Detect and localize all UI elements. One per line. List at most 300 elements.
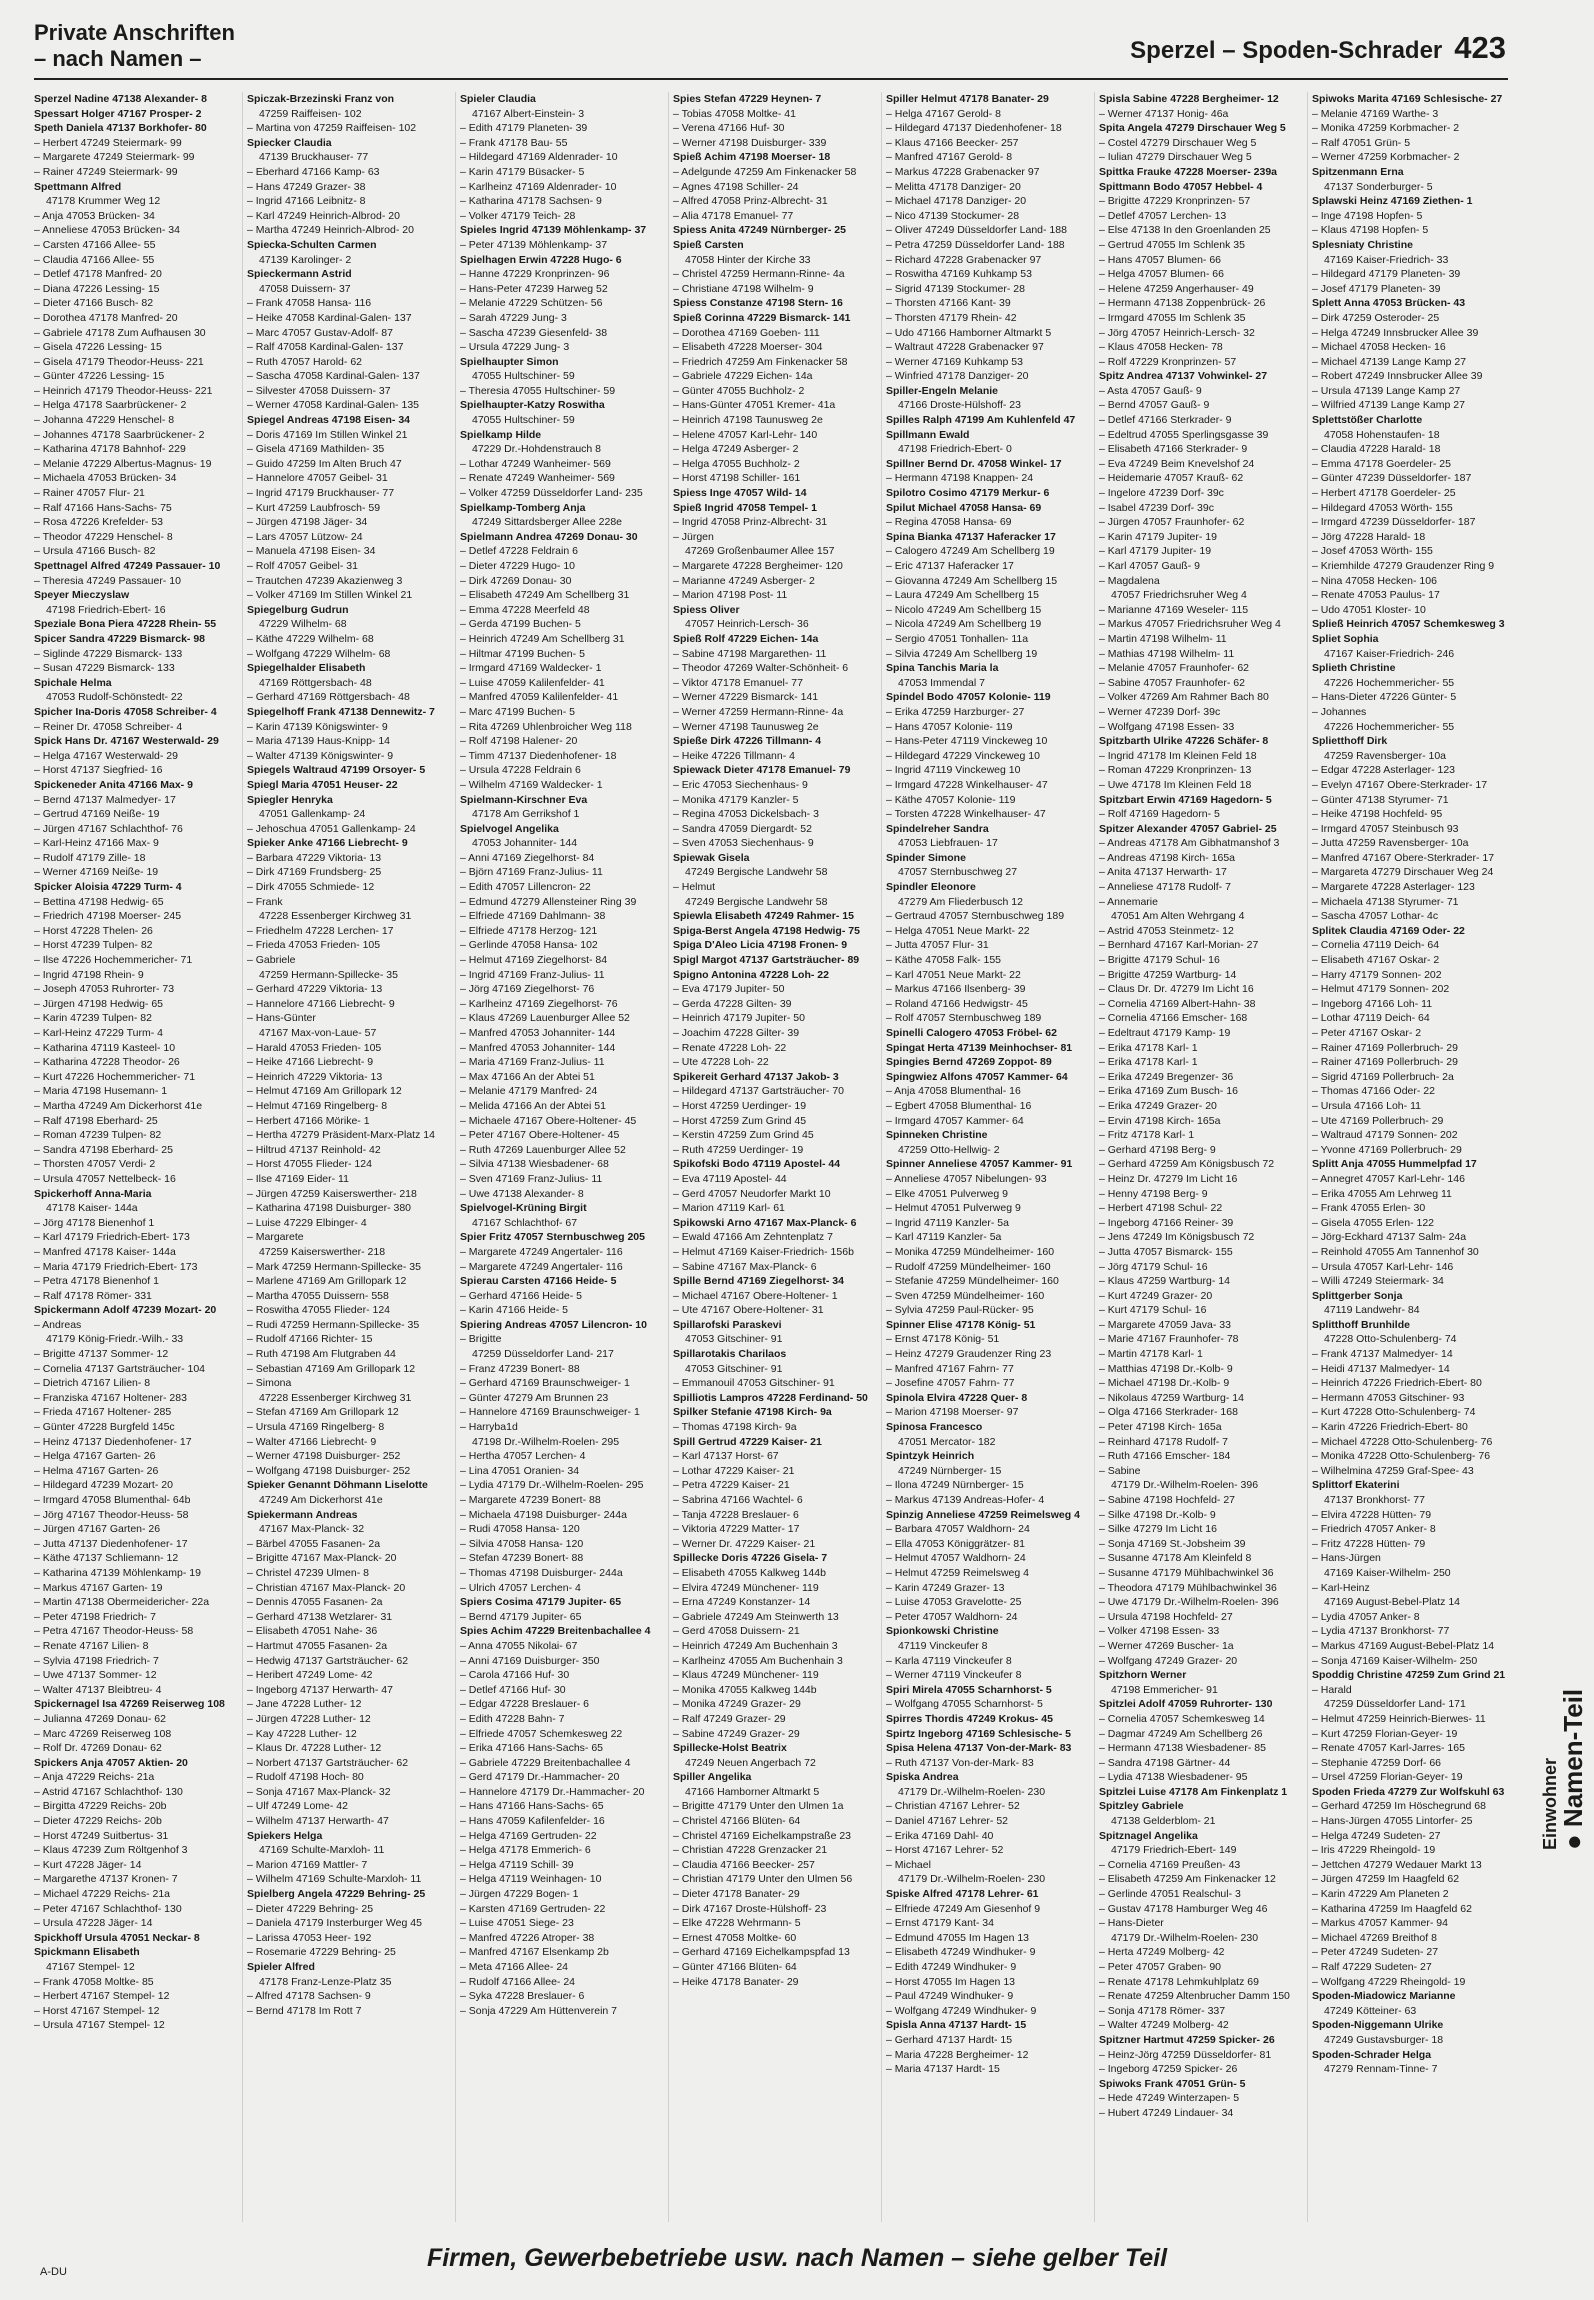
directory-entry: – Jörg 47179 Schul- 16	[1099, 1260, 1208, 1273]
directory-entry: Spindel Bodo 47057 Kolonie- 119	[886, 691, 1051, 704]
directory-entry: – Ruth 47269 Lauenburger Allee 52	[460, 1143, 626, 1156]
directory-entry: – Peter 47057 Waldhorn- 24	[886, 1610, 1018, 1623]
directory-entry: – Lydia 47137 Bronkhorst- 77	[1312, 1625, 1450, 1638]
directory-entry: – Jörg 47057 Heinrich-Lersch- 32	[1099, 326, 1255, 339]
directory-entry: – Margarete 47249 Angertaler- 116	[460, 1260, 623, 1273]
directory-entry: 47226 Hochemmericher- 55	[1324, 676, 1455, 689]
directory-entry: – Helmut 47051 Pulverweg 9	[886, 1202, 1021, 1215]
directory-entry: 47179 Dr.-Wilhelm-Roelen- 396	[1111, 1479, 1259, 1492]
directory-entry: – Christel 47169 Eichelkampstraße 23	[673, 1829, 852, 1842]
directory-entry: – Trautchen 47239 Akazienweg 3	[247, 574, 403, 587]
directory-entry: Splitthoff Brunhilde	[1312, 1318, 1410, 1331]
directory-entry: – Stefan 47239 Bonert- 88	[460, 1552, 584, 1565]
directory-entry: – Horst 47055 Im Hagen 13	[886, 1975, 1015, 1988]
directory-entry: – Hans-Jürgen 47055 Lintorfer- 25	[1312, 1815, 1473, 1828]
directory-entry: Spick Hans Dr. 47167 Westerwald- 29	[34, 735, 219, 748]
directory-entry: Spillner Bernd Dr. 47058 Winkel- 17	[886, 457, 1062, 470]
directory-entry: – Petra 47167 Theodor-Heuss- 58	[34, 1625, 194, 1638]
directory-entry: 47249 Neuen Angerbach 72	[685, 1756, 816, 1769]
directory-entry: 47169 Schulte-Marxloh- 11	[259, 1844, 385, 1857]
directory-entry: Spiewack Dieter 47178 Emanuel- 79	[673, 764, 851, 777]
directory-entry: – Martha 47249 Am Dickerhorst 41e	[34, 1099, 203, 1112]
directory-entry: – Gertrud 47055 Im Schlenk 35	[1099, 238, 1245, 251]
directory-entry: – Melanie 47169 Warthe- 3	[1312, 107, 1439, 120]
directory-entry: – Günter 47226 Lessing- 15	[34, 370, 165, 383]
directory-entry: – Heinz 47279 Graudenzer Ring 23	[886, 1348, 1052, 1361]
directory-entry: – Klaus 47259 Wartburg- 14	[1099, 1275, 1230, 1288]
directory-entry: 47053 Immendal 7	[898, 676, 985, 689]
directory-entry: – Sonja 47229 Am Hüttenverein 7	[460, 2004, 618, 2017]
directory-entry: – Jürgen 47198 Jäger- 34	[247, 516, 368, 529]
directory-entry: – Sandra 47198 Eberhard- 25	[34, 1143, 173, 1156]
directory-entry: – Ralf 47249 Grazer- 29	[673, 1712, 786, 1725]
directory-entry: – Klaus 47269 Lauenburger Allee 52	[460, 1012, 630, 1025]
directory-entry: – Ingeborg 47166 Reiner- 39	[1099, 1216, 1234, 1229]
directory-entry: – Klaus 47166 Beecker- 257	[886, 136, 1019, 149]
directory-entry: Spielkamp-Tomberg Anja	[460, 501, 586, 514]
directory-entry: – Matthias 47198 Dr.-Kolb- 9	[1099, 1362, 1233, 1375]
directory-entry: – Anja 47053 Brücken- 34	[34, 209, 155, 222]
directory-entry: – Martin 47138 Obermeidericher- 22a	[34, 1596, 210, 1609]
directory-entry: – Helmut 47169 Kaiser-Friedrich- 156b	[673, 1245, 854, 1258]
directory-entry: – Hans-Günter 47051 Kremer- 41a	[673, 399, 836, 412]
directory-entry: – Helmut 47179 Sonnen- 202	[1312, 983, 1450, 996]
directory-entry: Spiri Mirela 47055 Scharnhorst- 5	[886, 1683, 1052, 1696]
directory-entry: – Dirk 47259 Osteroder- 25	[1312, 311, 1440, 324]
directory-entry: – Elisabeth 47051 Nahe- 36	[247, 1625, 378, 1638]
directory-entry: – Peter 47198 Kirch- 165a	[1099, 1421, 1222, 1434]
directory-entry: – Bernd 47137 Malmedyer- 17	[34, 793, 176, 806]
directory-entry: 47179 Dr.-Wilhelm-Roelen- 230	[898, 1873, 1046, 1886]
directory-entry: – Sergio 47051 Tonhallen- 11a	[886, 632, 1029, 645]
directory-entry: Splettstößer Charlotte	[1312, 414, 1423, 427]
directory-entry: – Ruth 47166 Emscher- 184	[1099, 1450, 1231, 1463]
directory-entry: – Irmgard 47057 Kammer- 64	[886, 1114, 1024, 1127]
directory-entry: Spiekermann Andreas	[247, 1508, 358, 1521]
directory-entry: Spilker Stefanie 47198 Kirch- 9a	[673, 1406, 832, 1419]
directory-entry: – Norbert 47137 Gartsträucher- 62	[247, 1756, 409, 1769]
directory-entry: 47226 Hochemmericher- 55	[1324, 720, 1455, 733]
directory-entry: – Eberhard 47166 Kamp- 63	[247, 165, 380, 178]
side-tab-label-top: Einwohner	[1540, 1757, 1560, 1850]
directory-entry: – Petra 47229 Kaiser- 21	[673, 1479, 790, 1492]
directory-entry: – Willi 47249 Steiermark- 34	[1312, 1275, 1444, 1288]
directory-entry: – Helene 47057 Karl-Lehr- 140	[673, 428, 818, 441]
directory-entry: Spiske Alfred 47178 Lehrer- 61	[886, 1888, 1039, 1901]
directory-entry: – Käthe 47229 Wilhelm- 68	[247, 632, 374, 645]
directory-entry: – Rolf 47169 Hagedorn- 5	[1099, 808, 1220, 821]
directory-entry: – Michael 47269 Breithof 8	[1312, 1931, 1437, 1944]
directory-entry: – Winfried 47178 Danziger- 20	[886, 370, 1029, 383]
directory-entry: – Helga 47249 Innsbrucker Allee 39	[1312, 326, 1479, 339]
directory-entry: – Helene 47259 Angerhauser- 49	[1099, 282, 1254, 295]
directory-entry: – Klaus 47239 Zum Röltgenhof 3	[34, 1844, 188, 1857]
directory-entry: – Jutta 47137 Diedenhofener- 17	[34, 1537, 188, 1550]
directory-entry: Spiegels Waltraud 47199 Orsoyer- 5	[247, 764, 426, 777]
directory-entry: – Doris 47169 Im Stillen Winkel 21	[247, 428, 408, 441]
directory-entry: – Klaus 47058 Hecken- 78	[1099, 341, 1223, 354]
directory-entry: – Roland 47166 Hedwigstr- 45	[886, 997, 1028, 1010]
directory-entry: – Alfred 47058 Prinz-Albrecht- 31	[673, 195, 828, 208]
directory-entry: – Nico 47139 Stockumer- 28	[886, 209, 1020, 222]
directory-entry: Splieth Christine	[1312, 662, 1396, 675]
directory-entry: – Helmut 47169 Ringelberg- 8	[247, 1099, 388, 1112]
directory-entry: Spitzlei Adolf 47059 Ruhrorter- 130	[1099, 1698, 1273, 1711]
directory-entry: 47119 Landwehr- 84	[1324, 1304, 1420, 1317]
directory-entry: Spiers Cosima 47179 Jupiter- 65	[460, 1596, 622, 1609]
directory-entry: – Heribert 47249 Lome- 42	[247, 1669, 373, 1682]
directory-entry: – Mark 47259 Hermann-Spillecke- 35	[247, 1260, 421, 1273]
directory-entry: – Sonja 47169 Kaiser-Wilhelm- 250	[1312, 1654, 1478, 1667]
directory-entry: 47228 Otto-Schulenberg- 74	[1324, 1333, 1457, 1346]
directory-entry: – Irmgard 47239 Düsseldorfer- 187	[1312, 516, 1476, 529]
directory-entry: Spiess Inge 47057 Wild- 14	[673, 487, 807, 500]
directory-entry: – Michael 47198 Dr.-Kolb- 9	[1099, 1377, 1230, 1390]
directory-entry: – Sascha 47058 Kardinal-Galen- 137	[247, 370, 420, 383]
directory-entry: – Wilfried 47139 Lange Kamp 27	[1312, 399, 1465, 412]
directory-entry: – Volker 47179 Teich- 28	[460, 209, 576, 222]
directory-entry: Spicker Aloisia 47229 Turm- 4	[34, 881, 182, 894]
directory-entry: – Werner 47198 Duisburger- 252	[247, 1450, 401, 1463]
directory-entry: – Uwe 47178 Im Kleinen Feld 18	[1099, 778, 1252, 791]
directory-entry: – Sandra 47198 Gärtner- 44	[1099, 1756, 1231, 1769]
directory-entry: 47229 Dr.-Hohdenstrauch 8	[472, 443, 601, 456]
directory-entry: – Karl 47137 Horst- 67	[673, 1450, 779, 1463]
directory-entry: – Cornelia 47057 Schemkesweg 14	[1099, 1712, 1265, 1725]
directory-entry: – Erika 47169 Dahl- 40	[886, 1829, 994, 1842]
directory-entry: – Marion 47169 Mattler- 7	[247, 1858, 368, 1871]
directory-entry: – Dieter 47229 Hugo- 10	[460, 560, 575, 572]
directory-entry: – Tanja 47228 Breslauer- 6	[673, 1508, 799, 1521]
directory-entry: – Klaus 47249 Münchener- 119	[673, 1669, 819, 1682]
directory-entry: – Volker 47169 Im Stillen Winkel 21	[247, 589, 413, 602]
directory-entry: – Josef 47179 Planeten- 39	[1312, 282, 1441, 295]
directory-entry: – Kurt 47228 Jäger- 14	[34, 1858, 142, 1871]
directory-entry: – Elisabeth 47249 Am Schellberg 31	[460, 589, 630, 602]
directory-entry: – Wilhelmina 47259 Graf-Spee- 43	[1312, 1464, 1474, 1477]
directory-entry: Spiwoks Marita 47169 Schlesische- 27	[1312, 93, 1503, 105]
directory-entry: 47198 Dr.-Wilhelm-Roelen- 295	[472, 1435, 620, 1448]
directory-entry: – Heinrich 47179 Theodor-Heuss- 221	[34, 384, 213, 397]
directory-entry: – Ruth 47259 Uerdinger- 19	[673, 1143, 804, 1156]
directory-entry: Spoddig Christine 47259 Zum Grind 21	[1312, 1669, 1506, 1682]
directory-entry: – Volker 47198 Essen- 33	[1099, 1625, 1220, 1638]
directory-entry: – Hannelore 47057 Geibel- 31	[247, 472, 388, 485]
directory-entry: – Ingrid 47198 Rhein- 9	[34, 968, 144, 981]
directory-entry: – Jehoschua 47051 Gallenkamp- 24	[247, 822, 416, 835]
directory-entry: 47051 Gallenkamp- 24	[259, 808, 366, 821]
directory-entry: – Yvonne 47169 Pollerbruch- 29	[1312, 1143, 1462, 1156]
directory-entry: – Helmut 47259 Reimelsweg 4	[886, 1566, 1029, 1579]
directory-entry: Spigno Antonina 47228 Loh- 22	[673, 968, 829, 981]
directory-entry: – Carola 47166 Huf- 30	[460, 1669, 570, 1682]
directory-entry: 47057 Heinrich-Lersch- 36	[685, 618, 809, 631]
directory-entry: – Sven 47053 Siechenhaus- 9	[673, 837, 814, 850]
directory-entry: – Werner 47169 Neiße- 19	[34, 866, 159, 879]
directory-entry: 47259 Hermann-Spillecke- 35	[259, 968, 398, 981]
directory-entry: – Magdalena	[1099, 574, 1160, 587]
directory-entry: – Silvia 47138 Wiesbadener- 68	[460, 1158, 609, 1171]
directory-entry: – Wolfgang 47055 Scharnhorst- 5	[886, 1698, 1043, 1711]
directory-entry: – Luise 47051 Siege- 23	[460, 1917, 574, 1930]
directory-entry: – Peter 47198 Friedrich- 7	[34, 1610, 156, 1623]
directory-entry: – Rudolf 47259 Mündelheimer- 160	[886, 1260, 1051, 1273]
directory-entry: – Emma 47228 Meerfeld 48	[460, 603, 590, 616]
directory-entry: – Kurt 47249 Grazer- 20	[1099, 1289, 1213, 1302]
page-title-block	[34, 20, 235, 72]
directory-entry: – Katharina 47259 Im Haagfeld 62	[1312, 1902, 1472, 1915]
side-tab-label-main: ● Namen-Teil	[1558, 1688, 1588, 1850]
directory-entry: – Michael 47178 Danziger- 20	[886, 195, 1027, 208]
directory-entry: – Edeltraut 47179 Kamp- 19	[1099, 1027, 1231, 1039]
directory-entry: – Roswitha 47055 Flieder- 124	[247, 1304, 391, 1317]
directory-entry: – Hanne 47229 Kronprinzen- 96	[460, 268, 610, 281]
directory-entry: Spicher Ina-Doris 47058 Schreiber- 4	[34, 705, 217, 718]
directory-entry: – Friedrich 47198 Moerser- 245	[34, 910, 182, 923]
directory-entry: – Gerhard 47259 Am Königsbusch 72	[1099, 1158, 1275, 1171]
directory-entry: – Katharina 47119 Kasteel- 10	[34, 1041, 176, 1054]
directory-entry: 47055 Hultschiner- 59	[472, 370, 575, 383]
directory-entry: Spließ Heinrich 47057 Schemkesweg 3	[1312, 618, 1505, 631]
directory-entry: Spoden Frieda 47279 Zur Wolfskuhl 63	[1312, 1785, 1505, 1798]
directory-entry: – Manfred 47178 Kaiser- 144a	[34, 1245, 176, 1258]
directory-entry: – Hildegard 47229 Vinckeweg 10	[886, 749, 1040, 762]
directory-entry: – Jutta 47259 Ravensberger- 10a	[1312, 837, 1469, 850]
directory-entry: – Brigitte 47229 Kronprinzen- 57	[1099, 195, 1251, 208]
directory-entry: – Rainer 47249 Steiermark- 99	[34, 165, 178, 178]
directory-entry: – Erika 47055 Am Lehrweg 11	[1312, 1187, 1452, 1200]
directory-entry: – Jürgen 47229 Bogen- 1	[460, 1888, 579, 1901]
directory-entry: – Ruth 47057 Harold- 62	[247, 355, 362, 368]
directory-entry: – Herbert 47198 Schul- 22	[1099, 1202, 1223, 1215]
directory-entry: Spiewla Elisabeth 47249 Rahmer- 15	[673, 910, 854, 923]
directory-entry: – Diana 47226 Lessing- 15	[34, 282, 160, 295]
directory-entry: Spiller Angelika	[673, 1771, 752, 1784]
directory-entry: – Monika 47259 Mündelheimer- 160	[886, 1245, 1055, 1258]
directory-entry: – Horst 47249 Suitbertus- 31	[34, 1829, 169, 1842]
directory-entry: 47058 Hohenstaufen- 18	[1324, 428, 1440, 441]
directory-entry: – Heidi 47137 Malmedyer- 14	[1312, 1362, 1450, 1375]
directory-entry: 47053 Rudolf-Schönstedt- 22	[46, 691, 183, 704]
directory-columns	[34, 92, 1510, 2222]
directory-entry: – Gertrud 47169 Neiße- 19	[34, 808, 160, 821]
directory-entry: – Christian 47228 Grenzacker 21	[673, 1844, 828, 1857]
directory-entry: – Frank 47055 Erlen- 30	[1312, 1202, 1426, 1215]
directory-entry: 47057 Sternbuschweg 27	[898, 866, 1018, 879]
directory-entry: – Karla 47119 Vinckeufer 8	[886, 1654, 1012, 1667]
directory-entry: – Herbert 47166 Mörike- 1	[247, 1114, 370, 1127]
directory-entry: 47179 Friedrich-Ebert- 149	[1111, 1844, 1237, 1857]
directory-entry: – Heinrich 47229 Viktoria- 13	[247, 1070, 383, 1083]
directory-entry: Spiegelburg Gudrun	[247, 603, 349, 616]
directory-entry: – Claudia 47166 Allee- 55	[34, 253, 155, 266]
directory-entry: 47259 Düsseldorfer Land- 171	[1324, 1698, 1466, 1711]
directory-entry: Splietthoff Dirk	[1312, 735, 1388, 748]
directory-entry: – Karl-Heinz 47229 Turm- 4	[34, 1027, 163, 1039]
directory-entry: – Peter 47057 Graben- 90	[1099, 1961, 1222, 1973]
directory-entry: – Christian 47179 Unter den Ulmen 56	[673, 1873, 853, 1886]
directory-entry: Spirtz Ingeborg 47169 Schlesische- 5	[886, 1727, 1071, 1740]
directory-entry: – Hedwig 47137 Gartsträucher- 62	[247, 1654, 409, 1667]
directory-entry: – Jens 47249 Im Königsbusch 72	[1099, 1231, 1255, 1244]
directory-entry: 47167 Max-Planck- 32	[259, 1523, 365, 1536]
directory-entry: – Dietrich 47167 Lilien- 8	[34, 1377, 151, 1390]
directory-entry: – Rudi 47058 Hansa- 120	[460, 1523, 580, 1536]
directory-entry: – Hertha 47057 Lerchen- 4	[460, 1450, 586, 1463]
directory-entry: – Horst 47055 Flieder- 124	[247, 1158, 372, 1171]
directory-entry: 47055 Hultschiner- 59	[472, 414, 575, 427]
directory-entry: – Gustav 47178 Hamburger Weg 46	[1099, 1902, 1268, 1915]
directory-entry: – Marc 47199 Buchen- 5	[460, 705, 575, 718]
directory-entry: – Evelyn 47167 Obere-Sterkrader- 17	[1312, 778, 1488, 791]
directory-entry: – Elke 47228 Wehrmann- 5	[673, 1917, 801, 1930]
directory-entry: – Hertha 47279 Präsident-Marx-Platz 14	[247, 1129, 435, 1142]
directory-entry: Spitzlei Luise 47178 Am Finkenplatz 1	[1099, 1785, 1288, 1798]
directory-entry: – Ingrid 47058 Prinz-Albrecht- 31	[673, 516, 828, 529]
directory-entry: – Kerstin 47259 Zum Grind 45	[673, 1129, 814, 1142]
directory-entry: – Anja 47229 Reichs- 21a	[34, 1771, 155, 1784]
directory-entry: – Michael 47167 Obere-Holtener- 1	[673, 1289, 838, 1302]
directory-entry: – Melanie 47057 Fraunhofer- 62	[1099, 662, 1250, 675]
directory-entry: – Emma 47178 Goerdeler- 25	[1312, 457, 1451, 470]
directory-entry: Spingat Herta 47139 Meinhochser- 81	[886, 1041, 1073, 1054]
directory-entry: – Gabriele 47229 Eichen- 14a	[673, 370, 813, 383]
directory-entry: – Nina 47058 Hecken- 106	[1312, 574, 1437, 587]
directory-entry: – Ursula 47139 Lange Kamp 27	[1312, 384, 1461, 397]
directory-entry: – Theresia 47249 Passauer- 10	[34, 574, 181, 587]
directory-entry: – Rolf 47198 Halener- 20	[460, 735, 578, 748]
directory-entry: – Horst 47259 Zum Grind 45	[673, 1114, 807, 1127]
directory-entry: – Markus 47169 August-Bebel-Platz 14	[1312, 1639, 1495, 1652]
directory-entry: – Käthe 47058 Falk- 155	[886, 954, 1001, 967]
directory-entry: – Josef 47053 Wörth- 155	[1312, 545, 1433, 558]
directory-entry: Spielberg Angela 47229 Behring- 25	[247, 1888, 426, 1901]
directory-entry: – Eva 47249 Beim Knevelshof 24	[1099, 457, 1255, 470]
directory-entry: Spieß Corinna 47229 Bismarck- 141	[673, 311, 851, 324]
directory-entry: – Sarah 47229 Jung- 3	[460, 311, 567, 324]
directory-entry: Sperzel Nadine 47138 Alexander- 8	[34, 93, 207, 105]
directory-entry: 47058 Duissern- 37	[259, 282, 351, 295]
directory-entry: – Friedrich 47259 Am Finkenacker 58	[673, 355, 848, 368]
directory-entry: – Karlheinz 47055 Am Buchenhain 3	[673, 1654, 843, 1667]
directory-entry: – Dirk 47169 Frundsberg- 25	[247, 866, 382, 879]
directory-entry: – Karl-Heinz	[1312, 1581, 1370, 1594]
directory-entry: – Michaela 47138 Styrumer- 71	[1312, 895, 1459, 908]
directory-entry: – Viktor 47178 Emanuel- 77	[673, 676, 803, 689]
directory-entry: – Rita 47269 Uhlenbroicher Weg 118	[460, 720, 632, 733]
directory-entry: Spies Achim 47229 Breitenbachallee 4	[460, 1625, 651, 1638]
directory-entry: Spiegl Maria 47051 Heuser- 22	[247, 778, 398, 791]
directory-entry: – Manfred 47167 Elsenkamp 2b	[460, 1946, 609, 1959]
directory-entry: – Lothar 47229 Kaiser- 21	[673, 1464, 795, 1477]
directory-entry: – Margarete 47059 Java- 33	[1099, 1318, 1231, 1331]
directory-entry: – Harald 47053 Frieden- 105	[247, 1041, 382, 1054]
directory-entry: – Ursel 47259 Florian-Geyer- 19	[1312, 1771, 1463, 1784]
directory-entry: Spiess Constanze 47198 Stern- 16	[673, 297, 843, 310]
directory-entry: – Melitta 47178 Danziger- 20	[886, 180, 1021, 193]
directory-entry: Spiecker Claudia	[247, 136, 332, 149]
directory-entry: – Hermann 47138 Zoppenbrück- 26	[1099, 297, 1266, 310]
directory-entry: – Lydia 47138 Wiesbadener- 95	[1099, 1771, 1248, 1784]
directory-entry: – Jutta 47057 Bismarck- 155	[1099, 1245, 1233, 1258]
directory-entry: – Thomas 47198 Kirch- 9a	[673, 1421, 797, 1434]
directory-entry: – Dagmar 47249 Am Schellberg 26	[1099, 1727, 1263, 1740]
directory-entry: – Ursula 47228 Jäger- 14	[34, 1917, 153, 1930]
directory-entry: – Calogero 47249 Am Schellberg 19	[886, 545, 1055, 558]
directory-entry: – Tobias 47058 Moltke- 41	[673, 107, 796, 120]
directory-entry: – Manuela 47198 Eisen- 34	[247, 545, 376, 558]
directory-entry: – Hartmut 47055 Fasanen- 2a	[247, 1639, 388, 1652]
directory-entry: – Martina von 47259 Raiffeisen- 102	[247, 122, 417, 135]
directory-entry: – Ingrid 47166 Leibnitz- 8	[247, 195, 366, 208]
directory-entry: – Markus 47139 Andreas-Hofer- 4	[886, 1494, 1045, 1506]
directory-entry: – Wilhelm 47169 Schulte-Marxloh- 11	[247, 1873, 422, 1886]
directory-entry: 47178 Franz-Lenze-Platz 35	[259, 1975, 392, 1988]
directory-entry: 47279 Am Fliederbusch 12	[898, 895, 1023, 908]
directory-entry: – Adelgunde 47259 Am Finkenacker 58	[673, 165, 857, 178]
directory-entry: – Regina 47053 Dickelsbach- 3	[673, 808, 819, 821]
directory-entry: – Anni 47169 Ziegelhorst- 84	[460, 851, 595, 864]
directory-entry: – Marlene 47169 Am Grillopark 12	[247, 1275, 407, 1288]
directory-entry: – Hans 47057 Kolonie- 119	[886, 720, 1013, 733]
directory-entry: Spiewak Gisela	[673, 851, 750, 864]
directory-entry: – Heike 47198 Hochfeld- 95	[1312, 808, 1443, 821]
directory-entry: 47138 Gelderblom- 21	[1111, 1815, 1216, 1828]
directory-entry: – Markus 47166 Ilsenberg- 39	[886, 983, 1026, 996]
directory-entry: – Hans 47249 Grazer- 38	[247, 180, 366, 193]
directory-entry: – Kurt 47259 Laubfrosch- 59	[247, 501, 381, 514]
directory-entry: – Harryba1d	[460, 1421, 518, 1434]
directory-entry: Spiller-Engeln Melanie	[886, 384, 999, 397]
directory-entry: – Monika 47259 Korbmacher- 2	[1312, 122, 1460, 135]
directory-entry: – Dirk 47269 Donau- 30	[460, 574, 572, 587]
directory-entry: 47119 Vinckeufer 8	[898, 1639, 988, 1652]
directory-entry: Spiecka-Schulten Carmen	[247, 238, 377, 251]
directory-entry: – Susanne 47179 Mühlbachwinkel 36	[1099, 1566, 1274, 1579]
directory-entry: 47269 Großenbaumer Allee 157	[685, 545, 835, 558]
directory-entry: – Bettina 47198 Hedwig- 65	[34, 895, 164, 908]
directory-entry: – Stefan 47169 Am Grillopark 12	[247, 1406, 399, 1419]
directory-entry: – Lydia 47179 Dr.-Wilhelm-Roelen- 295	[460, 1479, 644, 1492]
directory-entry: – Irmgard 47055 Im Schlenk 35	[1099, 311, 1246, 324]
directory-entry: Spitzer Alexander 47057 Gabriel- 25	[1099, 822, 1277, 835]
directory-entry: – Volker 47259 Düsseldorfer Land- 235	[460, 487, 643, 500]
directory-entry: – Heinz Dr. 47279 Im Licht 16	[1099, 1172, 1238, 1185]
page-subtitle: – nach Namen –	[34, 46, 202, 71]
directory-entry: – Gertraud 47057 Sternbuschweg 189	[886, 910, 1065, 923]
directory-entry: – Cornelia 47119 Deich- 64	[1312, 939, 1440, 952]
directory-entry: Spina Tanchis Maria la	[886, 662, 999, 675]
directory-entry: 47053 Gitschiner- 91	[685, 1362, 783, 1375]
directory-entry: Spickeneder Anita 47166 Max- 9	[34, 778, 193, 791]
directory-entry: Spitzley Gabriele	[1099, 1800, 1184, 1813]
directory-entry: – Helga 47167 Westerwald- 29	[34, 749, 178, 762]
directory-entry: – Guido 47259 Im Alten Bruch 47	[247, 457, 402, 470]
directory-entry: 47167 Max-von-Laue- 57	[259, 1027, 377, 1039]
directory-entry: – Renate 47249 Wanheimer- 569	[460, 472, 615, 485]
directory-entry: 47229 Wilhelm- 68	[259, 618, 347, 631]
directory-entry: 47058 Hinter der Kirche 33	[685, 253, 811, 266]
directory-entry: – Gerhard 47229 Viktoria- 13	[247, 983, 383, 996]
directory-entry: – Ingeborg 47137 Herwarth- 47	[247, 1683, 393, 1696]
directory-entry: – Manfred 47053 Johanniter- 144	[460, 1027, 616, 1039]
directory-entry: – Helma 47167 Garten- 26	[34, 1464, 159, 1477]
directory-entry: Spoden-Schrader Helga	[1312, 2048, 1432, 2061]
directory-entry: Spickermann Adolf 47239 Mozart- 20	[34, 1304, 217, 1317]
directory-entry: Spikereit Gerhard 47137 Jakob- 3	[673, 1070, 839, 1083]
directory-entry: – Karin 47139 Königswinter- 9	[247, 720, 388, 733]
directory-entry: – Sascha 47239 Giesenfeld- 38	[460, 326, 608, 339]
